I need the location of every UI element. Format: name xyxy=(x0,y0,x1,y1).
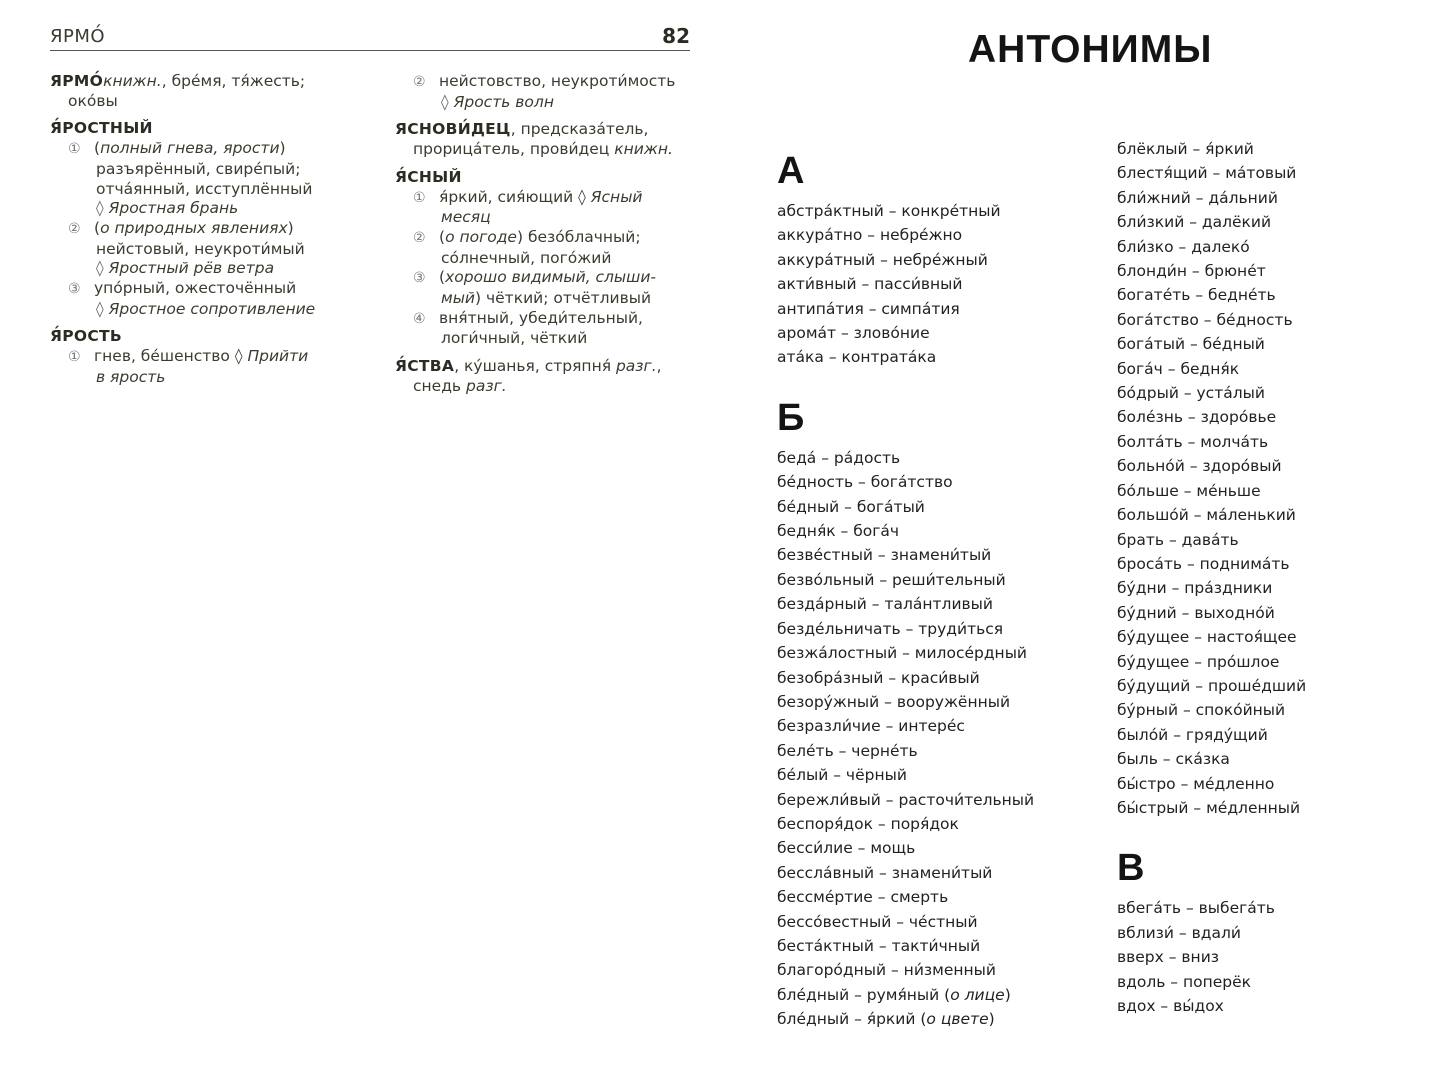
text-run: ) чёткий; отчётливый xyxy=(475,289,652,308)
entry-line xyxy=(395,168,705,188)
italic-label: о погоде xyxy=(445,227,517,246)
dictionary-column-1 xyxy=(50,72,350,396)
entry-line xyxy=(395,357,705,377)
antonym-pair: боле́знь – здоро́вье xyxy=(1117,408,1277,427)
example-text: Ярость волн xyxy=(453,92,554,111)
usage-example xyxy=(50,199,350,219)
antonym-pair: болта́ть – молча́ть xyxy=(1117,432,1269,451)
sense-line xyxy=(50,139,350,160)
text-run: логи́чный, чёткий xyxy=(441,329,588,348)
sense-line xyxy=(50,160,350,180)
antonym-pair: безжа́лостный – милосе́рдный xyxy=(777,644,1028,663)
dictionary-entry xyxy=(395,357,705,396)
usage-example xyxy=(50,259,350,279)
sense-line xyxy=(395,309,705,330)
text-run: , xyxy=(656,357,662,376)
sense-number-icon: ③ xyxy=(413,270,426,287)
antonym-pair: богате́ть – бедне́ть xyxy=(1117,286,1276,305)
entry-line xyxy=(395,377,705,397)
headword: Я́СНЫЙ xyxy=(395,167,462,186)
text-run: гнев, бе́шенство xyxy=(94,347,235,366)
page-number: 82 xyxy=(662,24,690,48)
text-run: ) xyxy=(287,218,294,237)
entry-line xyxy=(50,119,350,139)
antonym-pair: бу́дущее – настоя́щее xyxy=(1117,628,1297,647)
italic-label: Прийти xyxy=(247,347,309,366)
sense-number-icon: ① xyxy=(68,349,81,366)
italic-label: месяц xyxy=(441,208,491,227)
antonym-pair: вверх – вниз xyxy=(1117,948,1220,967)
letter-heading: В xyxy=(1117,847,1145,890)
sense-number-icon: ③ xyxy=(68,281,81,298)
antonym-pair: вдоль – поперёк xyxy=(1117,972,1252,991)
antonym-pair: бессме́ртие – смерть xyxy=(777,888,949,907)
text-run: , предсказа́тель, xyxy=(510,120,649,139)
antonym-pair: бо́дрый – уста́лый xyxy=(1117,384,1265,403)
antonym-pair: бесси́лие – мощь xyxy=(777,839,916,858)
sense-line xyxy=(395,208,705,228)
antonym-pair: бы́стрый – ме́дленный xyxy=(1117,798,1301,817)
antonym-pair: быль – ска́зка xyxy=(1117,750,1230,769)
antonym-pair: блонди́н – брюне́т xyxy=(1117,262,1266,281)
antonym-pair: аккура́тный – небре́жный xyxy=(777,250,988,269)
text-run: упо́рный, ожесточённый xyxy=(94,279,297,298)
example-text: Яростное сопротивление xyxy=(108,299,316,318)
headword: ЯРМО́ xyxy=(50,72,104,90)
sense-line xyxy=(50,240,350,260)
italic-label: книжн. xyxy=(614,140,673,159)
dictionary-entry xyxy=(50,119,350,319)
example-text: Яростная брань xyxy=(108,199,239,218)
antonym-pair: вдох – вы́дох xyxy=(1117,997,1224,1015)
antonym-pair: акти́вный – пасси́вный xyxy=(777,275,963,294)
antonym-pair: бога́тый – бе́дный xyxy=(1117,335,1265,354)
sense-line xyxy=(395,268,705,289)
headword: Я́РОСТЬ xyxy=(50,327,123,346)
antonym-pair: бу́дни – пра́здники xyxy=(1117,579,1273,598)
text-run: нейстовый, неукроти́мый xyxy=(96,239,305,258)
diamond-icon: ◊ xyxy=(96,299,109,318)
antonym-pair: бережли́вый – расточи́тельный xyxy=(777,790,1035,809)
right-page xyxy=(720,0,1438,1080)
antonym-pair: бли́зкий – далёкий xyxy=(1117,213,1272,232)
sense-line xyxy=(50,347,350,368)
antonym-pair: безда́рный – тала́нтливый xyxy=(777,595,993,614)
antonym-pair: большо́й – ма́ленький xyxy=(1117,506,1296,525)
antonym-pair: больно́й – здоро́вый xyxy=(1117,457,1282,476)
headword: Я́РОСТНЫЙ xyxy=(50,119,153,138)
section-title: АНТОНИМЫ xyxy=(968,28,1213,71)
antonym-pair: безде́льничать – труди́ться xyxy=(777,619,1004,638)
text-run: ) xyxy=(279,139,286,158)
text-run: со́лнечный, пого́жий xyxy=(441,248,612,267)
entry-line xyxy=(395,120,705,140)
antonym-pair: бу́дущий – проше́дший xyxy=(1117,676,1307,695)
pair-text: бле́дный – румя́ный ( xyxy=(777,985,951,1004)
antonym-pair: беле́ть – черне́ть xyxy=(777,741,918,760)
running-header xyxy=(50,24,690,51)
headword: ЯСНОВИ́ДЕЦ xyxy=(395,120,511,139)
headword: Я́СТВА xyxy=(395,357,455,376)
dictionary-entry xyxy=(50,72,350,111)
usage-example xyxy=(50,300,350,320)
sense-line xyxy=(50,219,350,240)
diamond-icon: ◊ xyxy=(441,92,454,111)
antonym-pair: брать – дава́ть xyxy=(1117,530,1239,549)
antonym-pair: бессо́вестный – че́стный xyxy=(777,912,978,931)
antonym-pair: блестя́щий – ма́товый xyxy=(1117,164,1297,183)
dictionary-entry xyxy=(50,327,350,387)
antonym-pair: бу́рный – споко́йный xyxy=(1117,701,1286,720)
antonym-pair: бо́льше – ме́ньше xyxy=(1117,481,1261,500)
antonym-pair: благоро́дный – ни́зменный xyxy=(777,961,996,980)
sense-number-icon: ① xyxy=(413,189,426,206)
text-run: снедь xyxy=(413,376,466,395)
text-run: , бре́мя, тя́жесть; xyxy=(161,72,306,90)
sense-line xyxy=(395,188,705,209)
sense-line xyxy=(395,249,705,269)
sense-line xyxy=(395,228,705,249)
antonym-pair: беда́ – ра́дость xyxy=(777,448,901,467)
antonyms-column-1 xyxy=(777,149,1107,1032)
diamond-icon: ◊ xyxy=(96,199,109,218)
antonym-pair: бе́дность – бога́тство xyxy=(777,473,953,492)
antonym-pair: бу́дущее – про́шлое xyxy=(1117,652,1280,671)
usage-example xyxy=(395,93,705,113)
italic-label: разг. xyxy=(615,357,657,376)
italic-label: книжн. xyxy=(103,72,162,90)
sense-number-icon: ① xyxy=(68,141,81,158)
antonym-pair: безразли́чие – интере́с xyxy=(777,717,965,736)
sense-line xyxy=(50,180,350,200)
entry-line xyxy=(50,327,350,347)
text-run: вня́тный, убеди́тельный, xyxy=(439,308,643,327)
antonym-pair: блёклый – я́ркий xyxy=(1117,140,1254,158)
diamond-icon: ◊ xyxy=(96,259,109,278)
antonym-pair: бы́стро – ме́дленно xyxy=(1117,774,1275,793)
running-head-word: ЯРМО́ xyxy=(50,26,106,47)
italic-label: в ярость xyxy=(96,367,166,386)
dictionary-column-2 xyxy=(395,72,705,405)
antonym-pair: бога́ч – бедня́к xyxy=(1117,359,1240,378)
text-run: , ку́шанья, стряпня́ xyxy=(454,357,616,376)
sense-number-icon: ② xyxy=(413,74,426,90)
antonym-pair: арома́т – злово́ние xyxy=(777,324,930,343)
text-run: ( xyxy=(439,268,446,287)
italic-label: разг. xyxy=(465,376,507,395)
antonym-pair: ата́ка – контрата́ка xyxy=(777,348,937,367)
antonym-pair: антипа́тия – симпа́тия xyxy=(777,299,960,318)
antonym-pair: абстра́ктный – конкре́тный xyxy=(777,202,1001,220)
entry-line xyxy=(395,140,705,160)
italic-label: хорошо видимый, слыши- xyxy=(445,268,657,287)
sense-number-icon: ④ xyxy=(413,310,426,327)
sense-number-icon: ② xyxy=(413,229,426,246)
antonym-pair: броса́ть – поднима́ть xyxy=(1117,554,1290,573)
antonym-pair: бе́дный – бога́тый xyxy=(777,497,925,516)
antonym-pair: бедня́к – бога́ч xyxy=(777,522,900,541)
antonym-pair: беспоря́док – поря́док xyxy=(777,814,959,833)
text-run: око́вы xyxy=(68,91,118,110)
text-run: разъярённый, свире́пый; xyxy=(96,159,301,178)
pair-text: ) xyxy=(988,1010,995,1029)
antonym-pair: вблизи́ – вдали́ xyxy=(1117,923,1241,942)
letter-section xyxy=(1117,137,1437,820)
letter-heading: А xyxy=(777,150,805,192)
dictionary-entry xyxy=(395,120,705,159)
antonym-pair: беста́ктный – такти́чный xyxy=(777,936,981,955)
text-run: нейстовство, неукроти́мость xyxy=(439,72,676,90)
text-run: ( xyxy=(94,218,101,237)
pair-note: о цвете xyxy=(926,1010,989,1029)
text-run: ( xyxy=(94,139,101,158)
italic-label: о природных явлениях xyxy=(100,218,288,237)
antonym-pair: вбега́ть – выбега́ть xyxy=(1117,899,1275,918)
antonym-pair: безору́жный – вооружённый xyxy=(777,692,1011,711)
italic-label: мый xyxy=(441,289,476,308)
text-run: ◊ xyxy=(578,187,591,206)
entry-line xyxy=(50,92,350,112)
pair-text: ) xyxy=(1004,985,1011,1004)
text-run: ( xyxy=(439,227,446,246)
antonym-pair: было́й – гряду́щий xyxy=(1117,725,1268,744)
letter-heading: Б xyxy=(777,396,805,439)
antonym-pair: безве́стный – знамени́тый xyxy=(777,546,992,565)
pair-text: бле́дный – я́ркий ( xyxy=(777,1010,927,1029)
antonym-pair: бессла́вный – знамени́тый xyxy=(777,863,993,882)
dictionary-entry xyxy=(395,168,705,349)
entry-line xyxy=(50,72,350,92)
antonym-pair: бе́лый – чёрный xyxy=(777,766,907,785)
sense-number-icon: ② xyxy=(68,220,81,237)
sense-line xyxy=(50,279,350,300)
sense-line xyxy=(50,368,350,388)
letter-section xyxy=(777,396,1107,1032)
text-run: прорица́тель, прови́дец xyxy=(413,140,615,159)
antonym-pair xyxy=(777,983,1107,1007)
text-run: отча́янный, исступлённый xyxy=(96,179,313,198)
example-text: Яростный рёв ветра xyxy=(108,259,275,278)
antonym-pair: бли́жний – да́льний xyxy=(1117,188,1278,207)
antonym-pair: бу́дний – выходно́й xyxy=(1117,603,1275,622)
text-run: я́ркий, сия́ющий xyxy=(439,187,579,206)
text-run: ) безо́блачный; xyxy=(516,227,641,246)
letter-section xyxy=(1117,846,1437,1018)
antonym-pair: безво́льный – реши́тельный xyxy=(777,570,1006,589)
antonyms-column-2 xyxy=(1117,137,1437,1018)
antonym-pair: бога́тство – бе́дность xyxy=(1117,310,1293,329)
antonym-pair: бли́зко – далеко́ xyxy=(1117,237,1250,256)
sense-line xyxy=(395,329,705,349)
letter-section xyxy=(777,149,1107,370)
sense-line xyxy=(395,289,705,309)
antonym-pair: аккура́тно – небре́жно xyxy=(777,226,963,245)
text-run: ◊ xyxy=(234,347,248,366)
antonym-pair xyxy=(777,1007,1107,1031)
antonym-pair: безобра́зный – краси́вый xyxy=(777,668,980,687)
italic-label: Ясный xyxy=(590,187,643,206)
pair-note: о лице xyxy=(950,985,1005,1004)
sense-line xyxy=(395,72,705,93)
italic-label: полный гнева, ярости xyxy=(100,139,280,158)
dictionary-entry xyxy=(395,72,705,112)
